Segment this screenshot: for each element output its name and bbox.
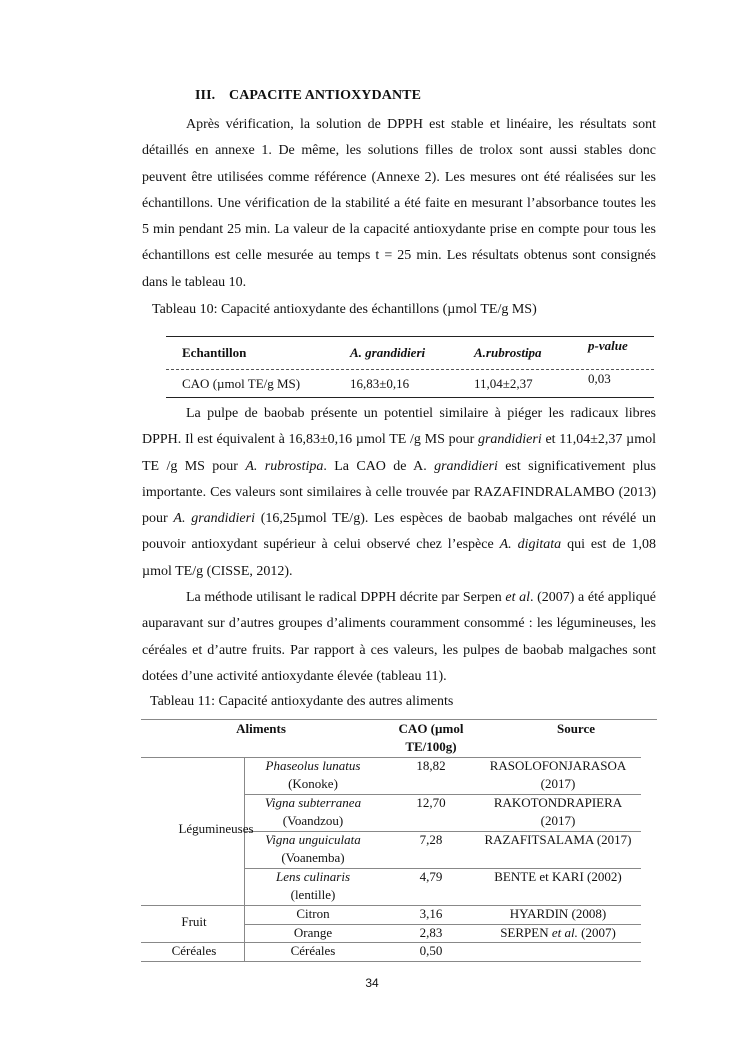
table-cell: 16,83±0,16 [350,376,410,391]
group-fruit: Fruit [181,914,207,929]
source-cell: RASOLOFONJARASOA (2017) [489,758,627,791]
source-text: (2007) [577,925,616,940]
citation-italic: et al [505,590,530,605]
paragraph-text: est significativement plus importante. Ces valeurs sont similaires à celle trouvée par RAZAFINDRALAMBO (2013) pour [142,458,657,527]
section-heading [195,88,421,104]
food-latin-name: Phaseolus lunatus [265,758,361,773]
species-name: A. grandidieri [173,511,255,527]
source-italic: et al. [551,925,578,940]
paragraph-text: qui est de 1,08 µmol TE/g (CISSE, 2012). [142,537,656,579]
paragraph-text: La pulpe de baobab présente un potentiel similaire à piéger les radicaux libres DPPH. Il est équivalent à 16,83±0,16 µmol TE /g MS pour [142,406,656,448]
cao-value: 4,79 [419,869,443,884]
food-name-cell: Citron [296,906,330,921]
cao-value: 7,28 [419,832,443,847]
food-common-name: (Voanemba) [281,850,345,865]
food-common-name: (lentille) [290,887,336,902]
paragraph-text: La méthode utilisant le radical DPPH décrite par Serpen [186,590,506,605]
section-number: III. [195,88,216,103]
paragraph-text: et 11,04±2,37 µmol TE /g MS pour [142,432,656,474]
table-rule [166,397,654,398]
paragraph-verification [142,112,656,296]
species-name: A. rubrostipa [245,458,324,474]
source-cell: BENTE et KARI (2002) [494,869,622,884]
food-name-cell: Céréales [290,943,336,958]
cao-value: 0,50 [419,943,443,958]
paragraph-text: (16,25µmol TE/g). Les espèces de baobab malgaches ont révélé un pouvoir antioxydant supérieur à celui observé chez l’espèce [142,511,656,553]
section-title: CAPACITE ANTIOXYDANTE [229,88,422,103]
table-header-cao: CAO (µmol TE/100g) [398,721,464,754]
food-latin-name: Lens culinaris [275,869,351,884]
food-common-name: (Voandzou) [282,813,344,828]
group-legumineuses: Légumineuses [178,821,254,836]
table-cell: CAO (µmol TE/g MS) [182,376,301,391]
table-header-cell: p-value [588,338,628,353]
paragraph-text: . La CAO de A. [323,458,435,474]
table-header-source: Source [556,721,596,736]
source-cell: RAZAFITSALAMA (2017) [484,832,632,847]
table11-caption: Tableau 11: Capacité antioxydante des autres aliments [150,694,454,709]
source-cell: HYARDIN (2008) [509,906,607,921]
cao-value: 12,70 [416,795,446,810]
table-header-aliments: Aliments [236,721,286,736]
table-header-cell: Echantillon [182,345,247,360]
paragraph-text: . (2007) a été appliqué auparavant sur d’autres groupes d’aliments couramment consommé : les légumineuses, les céréales et d’autre fruits. Par rapport à ces valeurs, les pulpes de baobab malgaches sont dotées d’une activité antioxydante élevée (tableau 11). [142,590,656,684]
table-cell: 11,04±2,37 [474,376,533,391]
table-rule [166,369,654,370]
cao-value: 3,16 [419,906,443,921]
source-text: SERPEN [500,925,552,940]
source-cell [473,924,643,942]
table-header-cell: A. grandidieri [350,345,426,360]
food-latin-name: Vigna subterranea [264,795,362,810]
food-common-name: (Konoke) [288,776,338,791]
paragraph-baobab-pulp [142,401,656,585]
food-name-cell [244,757,382,793]
food-name-cell: Orange [293,925,333,940]
food-name-cell [244,868,382,904]
table10 [166,336,654,398]
paragraph-text: Après vérification, la solution de DPPH est stable et linéaire, les résultats sont détaillés en annexe 1. De même, les solutions filles de trolox sont aussi stables donc peuvent être utilisées comme référence (Annexe 2). Les mesures ont été réalisées sur les échantillons. Une vérification de la stabilité a été faite en mesurant l’absorbance toutes les 5 min pendant 25 min. La valeur de la capacité antioxydante prise en compte pour tous les échantillons est celle mesurée au temps t = 25 min. Les résultats obtenus sont consignés dans le tableau 10. [142,117,656,290]
group-cereales: Céréales [171,943,217,958]
species-name: grandidieri [477,432,542,448]
table11 [141,719,657,962]
food-name-cell [244,794,382,830]
table-rule [141,961,641,962]
table10-caption: Tableau 10: Capacité antioxydante des échantillons (µmol TE/g MS) [152,302,537,317]
table-header-cell: A.rubrostipa [474,345,542,360]
table-rule [166,336,654,337]
food-name-cell [244,831,382,867]
cao-value: 18,82 [416,758,446,773]
paragraph-dpph-method [142,585,656,690]
species-name: grandidieri [434,458,498,474]
source-cell: RAKOTONDRAPIERA (2017) [493,795,623,828]
page-number: 34 [365,976,379,990]
species-name: A. digitata [499,537,562,553]
table-cell: 0,03 [588,371,611,386]
cao-value: 2,83 [419,925,443,940]
food-latin-name: Vigna unguiculata [265,832,361,847]
